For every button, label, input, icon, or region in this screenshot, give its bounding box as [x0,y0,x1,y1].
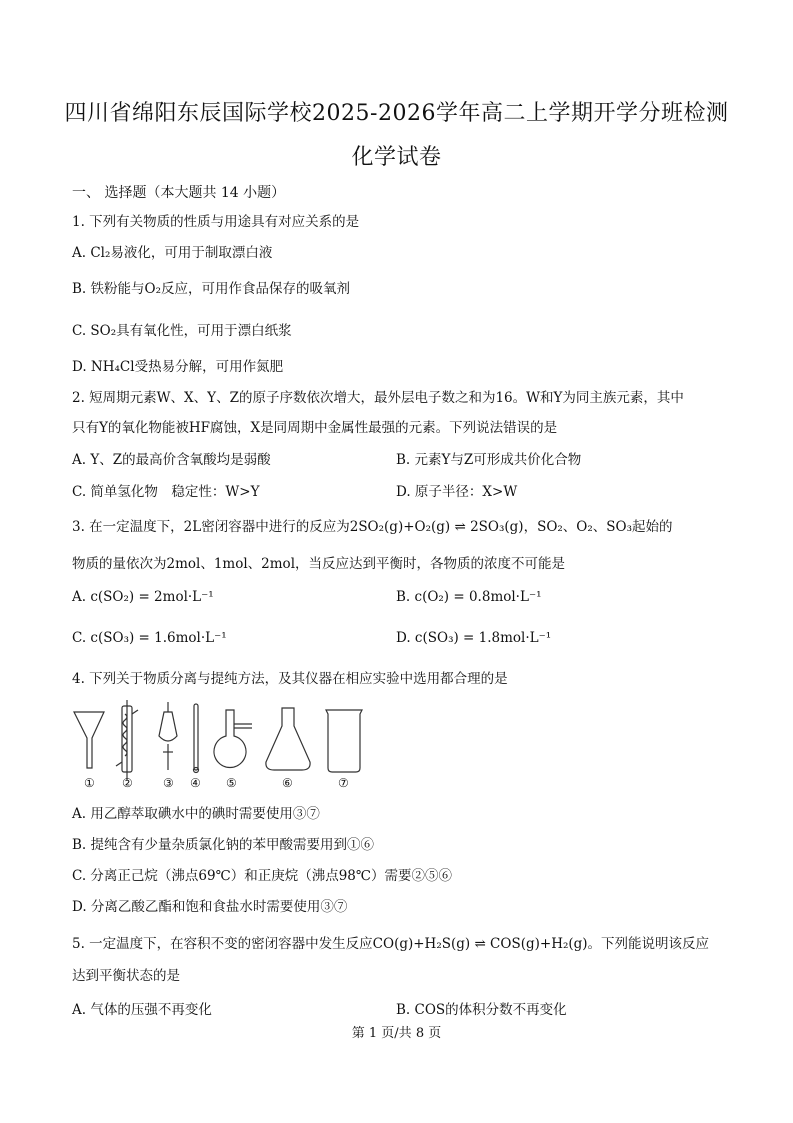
q2-stem-line1: 2. 短周期元素W、X、Y、Z的原子序数依次增大，最外层电子数之和为16。W和Y为同主族元素，其中 [72,390,684,406]
q3-option-d: D. c(SO₃) = 1.8mol·L⁻¹ [396,630,552,646]
q3-option-c: C. c(SO₃) = 1.6mol·L⁻¹ [72,630,227,646]
section-heading: 一、 选择题（本大题共 14 小题） [72,185,286,201]
q1-option-c: C. SO₂具有氧化性，可用于漂白纸浆 [72,323,292,339]
separatory-funnel-icon [159,702,177,770]
distillation-flask-icon [214,710,252,767]
q5-stem-line2: 达到平衡状态的是 [72,968,180,984]
lab-apparatus-figure [70,700,370,795]
page-footer: 第 1 页/共 8 页 [351,1026,442,1041]
q2-option-a: A. Y、Z的最高价含氧酸均是弱酸 [72,452,271,468]
q5-stem-line1: 5. 一定温度下，在容积不变的密闭容器中发生反应CO(g)+H₂S(g) ⇌ COS(g)+H₂(g)。下列能说明该反应 [72,936,710,952]
q5-option-a: A. 气体的压强不再变化 [72,1002,212,1018]
q4-option-c: C. 分离正己烷（沸点69℃）和正庚烷（沸点98℃）需要②⑤⑥ [72,868,452,884]
q2-option-c: C. 简单氢化物 稳定性：W>Y [72,484,260,500]
beaker-icon [326,710,362,772]
q3-stem-line1: 3. 在一定温度下，2L密闭容器中进行的反应为2SO₂(g)+O₂(g) ⇌ 2SO₃(g)，SO₂、O₂、SO₃起始的 [72,519,673,535]
q1-option-b: B. 铁粉能与O₂反应，可用作食品保存的吸氧剂 [72,281,350,297]
q4-stem: 4. 下列关于物质分离与提纯方法，及其仪器在相应实验中选用都合理的是 [72,671,508,687]
q4-option-d: D. 分离乙酸乙酯和饱和食盐水时需要使用③⑦ [72,899,348,915]
exam-title: 四川省绵阳东辰国际学校2025-2026学年高二上学期开学分班检测 [64,101,729,126]
apparatus-label-4: ④ [190,776,201,790]
apparatus-label-2: ② [122,776,133,790]
apparatus-label-3: ③ [163,776,174,790]
q2-option-d: D. 原子半径：X>W [396,484,518,500]
q4-option-a: A. 用乙醇萃取碘水中的碘时需要使用③⑦ [72,806,320,822]
exam-subtitle: 化学试卷 [351,145,442,170]
q5-option-b: B. COS的体积分数不再变化 [396,1002,567,1018]
thermometer-icon [194,704,199,773]
q1-stem: 1. 下列有关物质的性质与用途具有对应关系的是 [72,214,360,230]
apparatus-label-1: ① [84,776,95,790]
apparatus-label-5: ⑤ [226,776,237,790]
apparatus-label-6: ⑥ [282,776,293,790]
q4-option-b: B. 提纯含有少量杂质氯化钠的苯甲酸需要用到①⑥ [72,837,375,853]
q3-stem-line2: 物质的量依次为2mol、1mol、2mol，当反应达到平衡时，各物质的浓度不可能是 [72,556,566,572]
funnel-icon [74,712,104,768]
apparatus-label-7: ⑦ [338,776,349,790]
q2-option-b: B. 元素Y与Z可形成共价化合物 [396,452,582,468]
q3-option-a: A. c(SO₂) = 2mol·L⁻¹ [72,589,214,605]
condenser-icon [116,700,138,780]
conical-flask-icon [266,708,310,770]
q1-option-d: D. NH₄Cl受热易分解，可用作氮肥 [72,359,284,375]
q2-stem-line2: 只有Y的氧化物能被HF腐蚀，X是同周期中金属性最强的元素。下列说法错误的是 [72,420,558,436]
q1-option-a: A. Cl₂易液化，可用于制取漂白液 [72,245,273,261]
q3-option-b: B. c(O₂) = 0.8mol·L⁻¹ [396,589,542,605]
